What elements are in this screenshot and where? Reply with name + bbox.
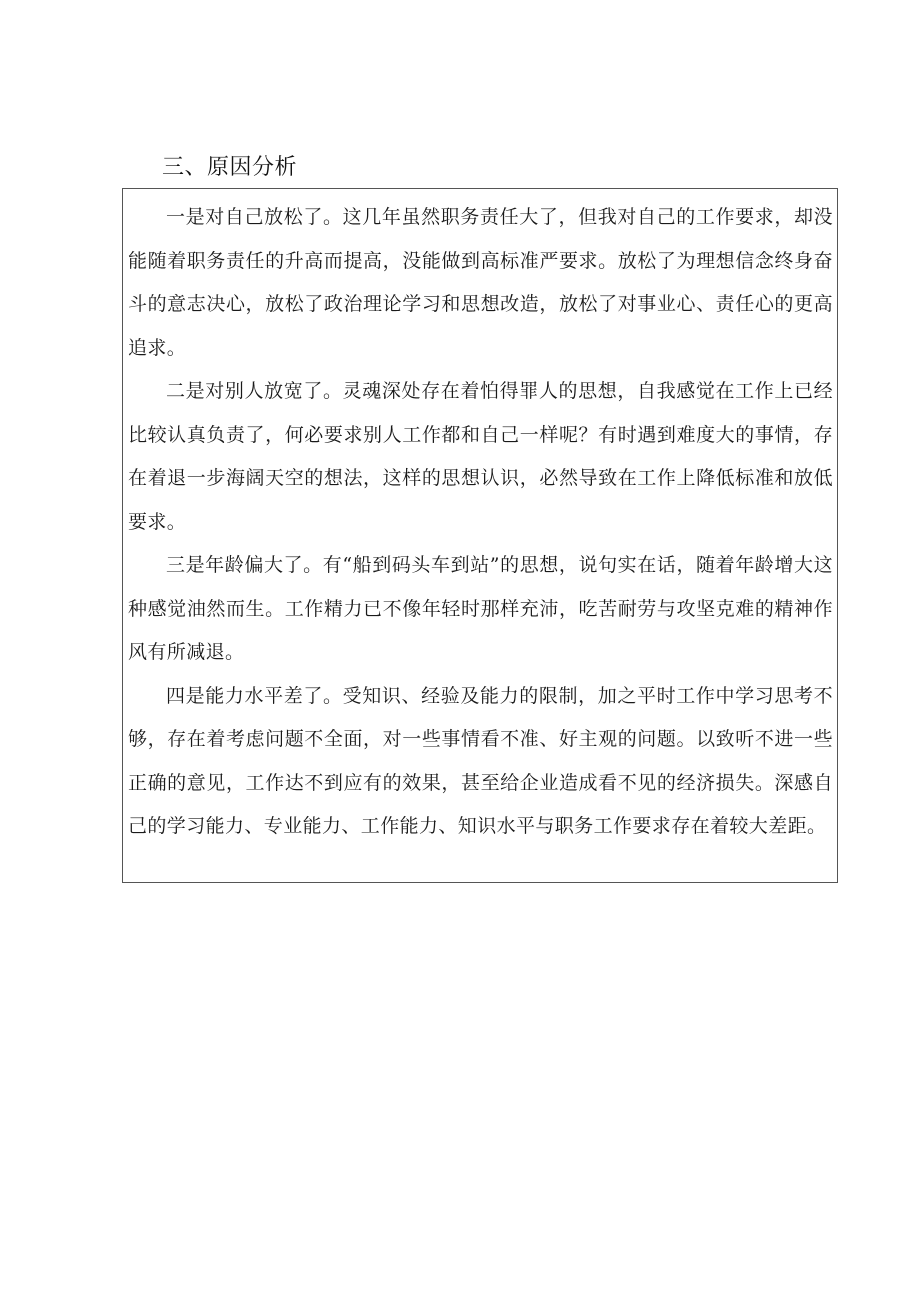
paragraph-self-relaxed: 一是对自己放松了。这几年虽然职务责任大了，但我对自己的工作要求，却没能随着职务责任的升高而提高，没能做到高标准严要求。放松了为理想信念终身奋斗的意志决心，放松了政治理论学习和思想改造，放松了对事业心、责任心的更高追求。 — [128, 206, 833, 359]
paragraph-others-lenient: 二是对别人放宽了。灵魂深处存在着怕得罪人的思想，自我感觉在工作上已经比较认真负责了，何必要求别人工作都和自己一样呢？有时遇到难度大的事情，存在着退一步海阔天空的想法，这样的思想认识，必然导致在工作上降低标准和放低要求。 — [128, 380, 833, 533]
analysis-table-cell — [122, 188, 838, 883]
paragraph-ability: 四是能力水平差了。受知识、经验及能力的限制，加之平时工作中学习思考不够，存在着考虑问题不全面，对一些事情看不准、好主观的问题。以致听不进一些正确的意见，工作达不到应有的效果，甚至给企业造成看不见的经济损失。深感自己的学习能力、专业能力、工作能力、知识水平与职务工作要求存在着较大差距。 — [128, 684, 833, 837]
section-heading: 三、原因分析 — [162, 155, 298, 180]
paragraph-age: 三是年龄偏大了。有“船到码头车到站”的思想，说句实在话，随着年龄增大这种感觉油然而生。工作精力已不像年轻时那样充沛，吃苦耐劳与攻坚克难的精神作风有所减退。 — [128, 554, 833, 663]
